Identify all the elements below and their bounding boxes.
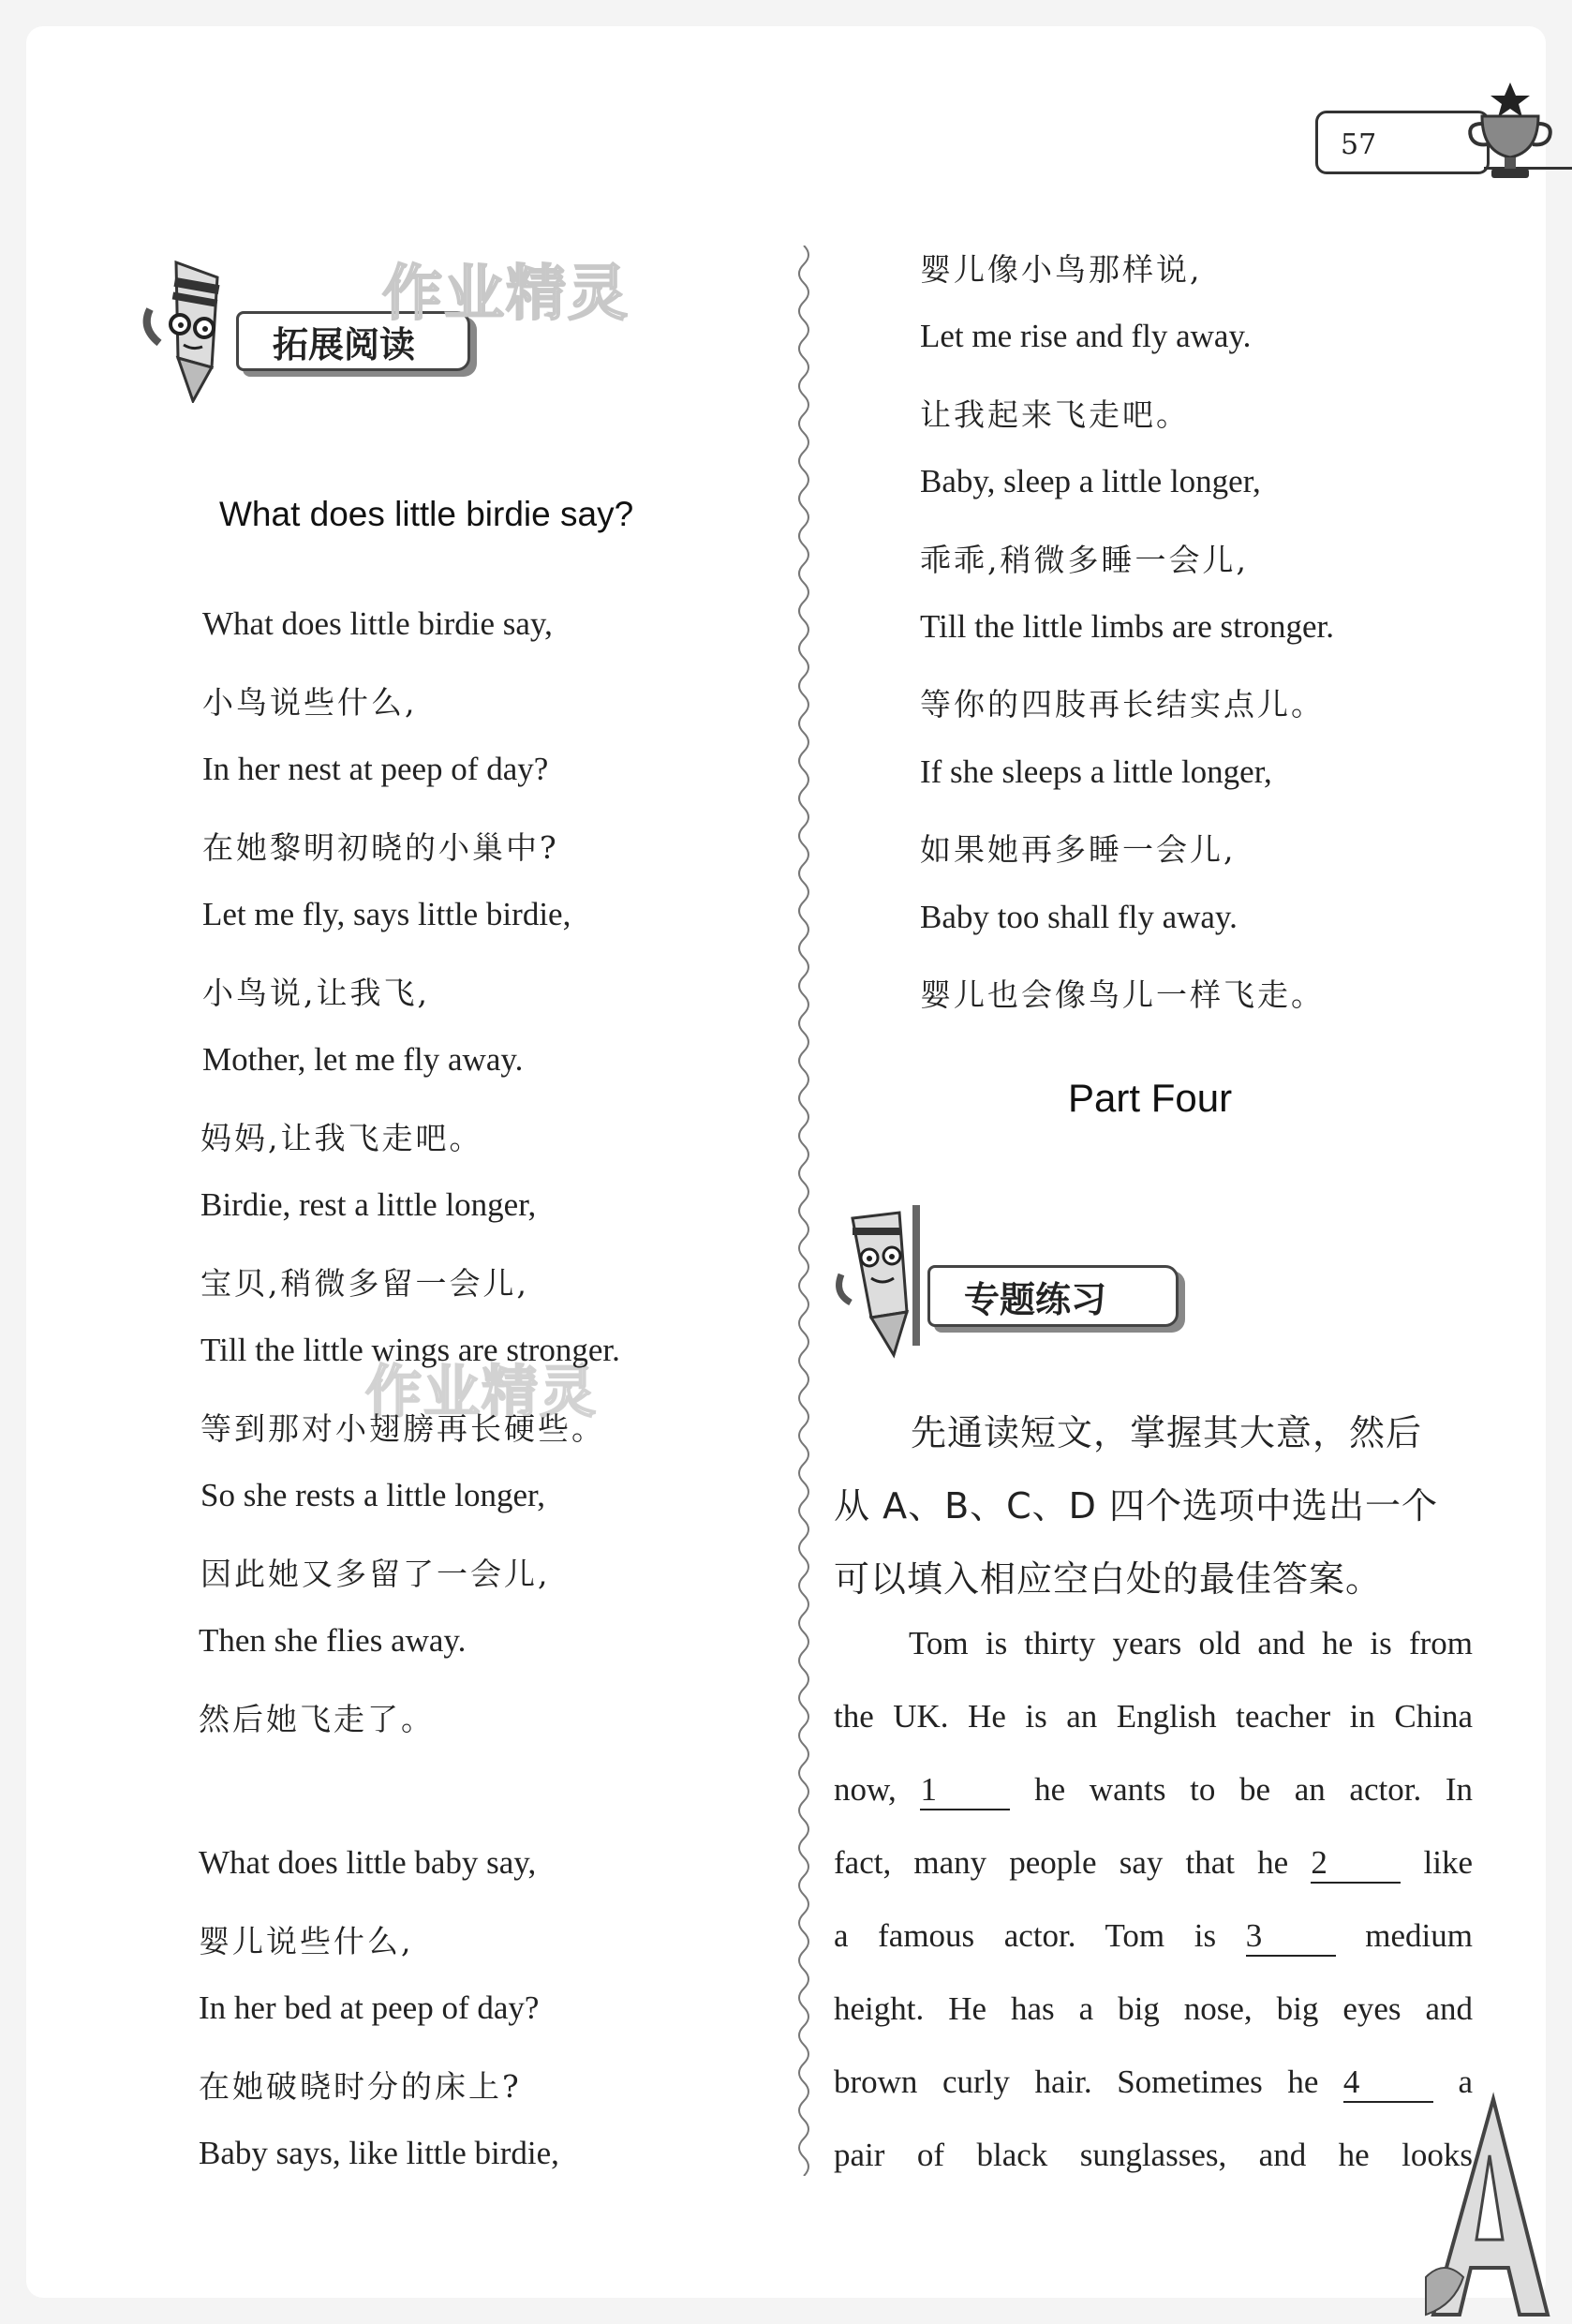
topic-practice-label: 专题练习 — [927, 1265, 1179, 1327]
poem-line-english: Then she flies away. — [199, 1622, 467, 1659]
instruction-line: 从 A、B、C、D 四个选项中选出一个 — [834, 1485, 1439, 1527]
poem-line-chinese: 婴儿像小鸟那样说, — [920, 251, 1203, 288]
instruction-line: 可以填入相应空白处的最佳答案。 — [834, 1558, 1383, 1600]
poem-line-chinese: 在她破晓时分的床上? — [199, 2067, 522, 2105]
poem-line-chinese: 等到那对小翅膀再长硬些。 — [200, 1409, 605, 1447]
passage-text: fact, many people say that he — [834, 1844, 1289, 1881]
poem-line-chinese: 乖乖,稍微多睡一会儿, — [920, 541, 1249, 578]
poem-line-english: If she sleeps a little longer, — [920, 752, 1272, 790]
poem-line-english: Till the little wings are stronger. — [200, 1332, 620, 1368]
poem-line-chinese: 因此她又多留了一会儿, — [200, 1555, 551, 1592]
instruction-line: 先通读短文，掌握其大意，然后 — [911, 1412, 1423, 1453]
passage-text: a — [1458, 2063, 1473, 2100]
poem-line-chinese: 小鸟说些什么, — [202, 683, 418, 721]
passage-text: brown curly hair. Sometimes he — [834, 2063, 1319, 2100]
pencil-mascot-icon — [834, 1199, 937, 1359]
poem-line-chinese: 妈妈,让我飞走吧。 — [200, 1119, 483, 1156]
poem-line-chinese: 婴儿说些什么, — [199, 1922, 414, 1959]
letter-a-decoration-icon — [1416, 2090, 1557, 2324]
poem-line-english: What does little birdie say, — [202, 605, 553, 642]
trophy-icon — [1463, 79, 1557, 182]
poem-line-english: Baby, sleep a little longer, — [920, 463, 1261, 500]
poem-line-english: What does little baby say, — [199, 1844, 537, 1881]
passage-line — [834, 1844, 1473, 1900]
passage-text: he wants to be an actor. In — [1034, 1771, 1474, 1808]
poem-line-chinese: 婴儿也会像鸟儿一样飞走。 — [920, 976, 1325, 1013]
blank-3: 3 — [1246, 1918, 1336, 1957]
passage-text: a famous actor. Tom is — [834, 1917, 1217, 1954]
poem-line-chinese: 让我起来飞走吧。 — [920, 395, 1190, 433]
passage-line: Tom is thirty years old and he is from — [909, 1625, 1473, 1661]
blank-4: 4 — [1343, 2064, 1433, 2103]
watermark: 作业精灵 — [382, 260, 630, 329]
poem-line-english: Baby says, like little birdie, — [199, 2135, 559, 2171]
passage-text: like — [1423, 1844, 1473, 1881]
poem-line-chinese: 小鸟说,让我飞, — [202, 974, 430, 1011]
topic-practice-badge — [834, 1199, 1199, 1359]
passage-line: height. He has a big nose, big eyes and — [834, 1990, 1473, 2027]
poem-line-english: Baby too shall fly away. — [920, 898, 1238, 935]
poem-line-english: Mother, let me fly away. — [202, 1041, 524, 1078]
passage-text: now, — [834, 1771, 897, 1808]
passage-text: medium — [1365, 1917, 1473, 1954]
poem-line-english: In her nest at peep of day? — [202, 751, 549, 787]
passage-line — [834, 2063, 1473, 2120]
poem-line-english: In her bed at peep of day? — [199, 1989, 540, 2026]
page-number: 57 — [1341, 128, 1377, 161]
poem-line-chinese: 等你的四肢再长结实点儿。 — [920, 686, 1325, 723]
poem-line-chinese: 宝贝,稍微多留一会儿, — [200, 1264, 529, 1302]
poem-line-chinese: 然后她飞走了。 — [199, 1700, 435, 1737]
blank-2: 2 — [1311, 1845, 1401, 1884]
poem-title: What does little birdie say? — [219, 495, 634, 533]
passage-line: pair of black sunglasses, and he looks — [834, 2137, 1473, 2173]
pencil-mascot-icon — [131, 253, 244, 403]
passage-line — [834, 1771, 1473, 1827]
extended-reading-label: 拓展阅读 — [236, 311, 470, 371]
passage-line — [834, 1917, 1473, 1974]
poem-line-english: Birdie, rest a little longer, — [200, 1186, 537, 1223]
passage-line: the UK. He is an English teacher in China — [834, 1698, 1473, 1735]
watermark-middle: 作业精灵 — [365, 1360, 598, 1425]
blank-1: 1 — [920, 1772, 1010, 1810]
column-divider — [793, 246, 815, 2176]
poem-line-english: So she rests a little longer, — [200, 1477, 545, 1513]
poem-line-english: Let me fly, says little birdie, — [202, 896, 571, 932]
poem-line-chinese: 在她黎明初晓的小巢中? — [202, 828, 559, 866]
poem-line-chinese: 如果她再多睡一会儿, — [920, 831, 1237, 869]
poem-line-english: Let me rise and fly away. — [920, 318, 1252, 355]
poem-line-english: Till the little limbs are stronger. — [920, 608, 1335, 645]
part-title: Part Four — [1068, 1076, 1233, 1120]
